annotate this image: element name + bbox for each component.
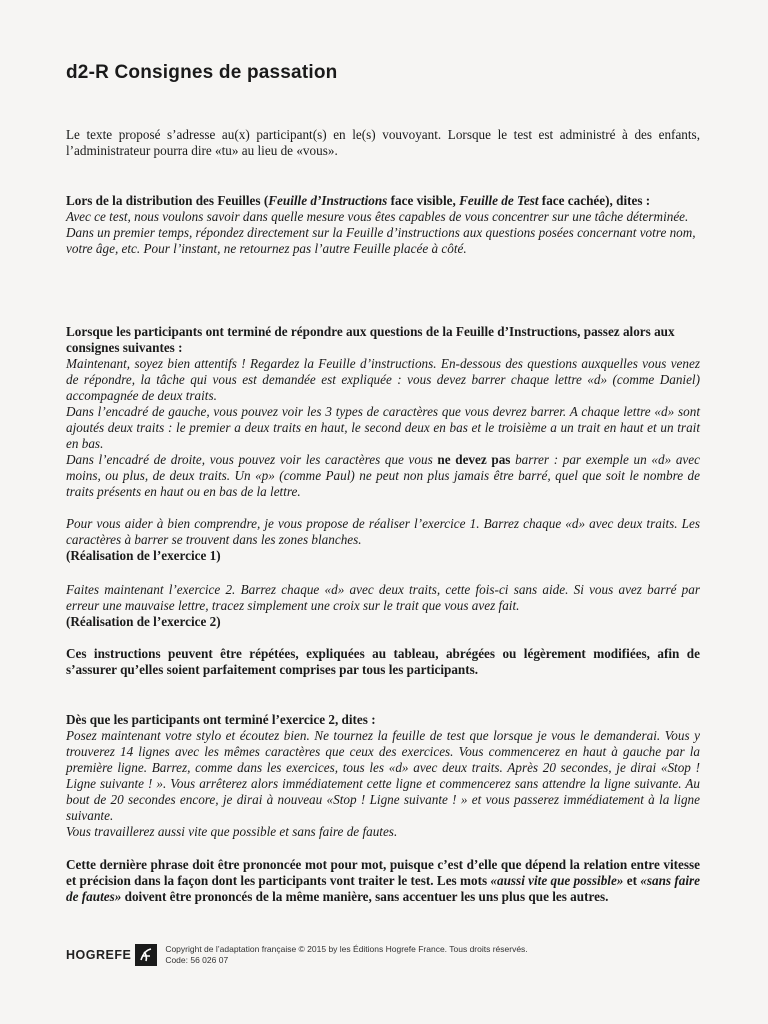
test-section xyxy=(66,712,700,840)
emphasis-text: «aussi vite que possible» xyxy=(490,873,624,888)
copyright-text: Copyright de l’adaptation française © 2015 by les Éditions Hogrefe France. Tous droits réservés. xyxy=(165,944,528,954)
exercise2-section xyxy=(66,582,700,630)
copyright-block xyxy=(165,944,527,966)
instruction-paragraph: Dans l’encadré de gauche, vous pouvez voir les 3 types de caractères que vous devrez barrer. A chaque lettre «d» sont ajoutés deux traits : le premier a deux traits en haut, le second deux en bas et le troisième a un trait en haut et un trait en bas. xyxy=(66,404,700,451)
instruction-paragraph: Vous travaillerez aussi vite que possible et sans faire de fautes. xyxy=(66,824,398,839)
exercise2-label: (Réalisation de l’exercice 2) xyxy=(66,614,221,629)
product-code: Code: 56 026 07 xyxy=(165,955,229,965)
exercise1-text: Pour vous aider à bien comprendre, je vous propose de réaliser l’exercice 1. Barrez chaque «d» avec deux traits. Les caractères à barrer se trouvent dans les zones blanches. xyxy=(66,516,700,547)
instruction-paragraph: Posez maintenant votre stylo et écoutez bien. Ne tournez la feuille de test que lorsque je vous le demanderai. Vous y trouverez 14 lignes avec les mêmes caractères que ceux des exercices. Vous commencerez en haut à gauche par la première ligne. Barrez, comme dans les exercices, tous les «d» avec deux traits. Après 20 secondes, je dirai «Stop ! Ligne suivante ! ». Vous arrêterez alors immédiatement cette ligne et commencerez sans attendre la ligne suivante. Au bout de 20 secondes encore, je dirai à nouveau «Stop ! Ligne suivante ! » et vous passerez immédiatement à la ligne suivante. xyxy=(66,728,700,823)
text-part: Dans l’encadré de droite, vous pouvez voir les caractères que vous xyxy=(66,452,438,467)
heading-italic: Feuille d’Instructions xyxy=(268,193,388,208)
text-part: Cette dernière phrase doit être prononcée mot pour mot, puisque c’est d’elle que dépend la relation entre vitesse et précision dans la façon dont les participants vont traiter le test. Les mots xyxy=(66,857,700,888)
test-heading: Dès que les participants ont terminé l’exercice 2, dites : xyxy=(66,712,376,727)
emphasis-text: «sans faire de fautes» xyxy=(66,873,700,904)
publisher-logo-text: HOGREFE xyxy=(66,948,132,962)
instruction-paragraph: Dans un premier temps, répondez directement sur la Feuille d’instructions aux questions posées concernant votre nom, votre âge, etc. Pour l’instant, ne retournez pas l’autre Feuille placée à côté. xyxy=(66,225,696,256)
closing-section xyxy=(66,857,700,905)
closing-paragraph xyxy=(66,857,700,905)
text-part: barrer : par exemple un «d» avec moins, ou plus, de deux traits. Un «p» (comme Paul) ne peut non plus jamais être barré, quel que soit le nombre de traits présents en haut ou en bas de la lettre. xyxy=(66,452,700,499)
page-footer xyxy=(66,944,528,966)
distribution-section xyxy=(66,193,700,257)
page-title: d2-R Consignes de passation xyxy=(66,62,338,83)
instructions-heading: Lorsque les participants ont terminé de répondre aux questions de la Feuille d’Instructions, passez alors aux consignes suivantes : xyxy=(66,324,675,355)
exercise1-section xyxy=(66,516,700,564)
heading-part: Lors de la distribution des Feuilles ( xyxy=(66,193,269,208)
distribution-heading xyxy=(66,193,700,209)
hogrefe-logo-icon xyxy=(135,944,157,966)
emphasis-text: ne devez pas xyxy=(437,452,511,467)
instructions-section xyxy=(66,324,700,500)
heading-part: face visible, xyxy=(387,193,460,208)
instruction-paragraph: Avec ce test, nous voulons savoir dans quelle mesure vous êtes capables de vous concentrer sur une tâche déterminée. xyxy=(66,209,689,224)
intro-paragraph: Le texte proposé s’adresse au(x) participant(s) en le(s) vouvoyant. Lorsque le test est administré à des enfants, l’administrateur pourra dire «tu» au lieu de «vous». xyxy=(66,127,700,158)
exercise2-text: Faites maintenant l’exercice 2. Barrez chaque «d» avec deux traits, cette fois-ci sans aide. Si vous avez barré par erreur une mauvaise lettre, tracez simplement une croix sur le trait que vous avez fait. xyxy=(66,582,700,613)
note-section xyxy=(66,646,700,678)
instruction-paragraph xyxy=(66,452,700,500)
text-part: et xyxy=(623,873,641,888)
heading-italic: Feuille de Test xyxy=(459,193,539,208)
logo-glyph xyxy=(137,946,155,964)
intro-block xyxy=(66,127,700,159)
text-part: doivent être prononcés de la même manière, sans accentuer les uns plus que les autres. xyxy=(121,889,609,904)
note-paragraph: Ces instructions peuvent être répétées, expliquées au tableau, abrégées ou légèrement modifiées, afin de s’assurer qu’elles soient parfaitement comprises par tous les participants. xyxy=(66,646,700,677)
exercise1-label: (Réalisation de l’exercice 1) xyxy=(66,548,221,563)
heading-part: face cachée), dites : xyxy=(538,193,651,208)
instruction-paragraph: Maintenant, soyez bien attentifs ! Regardez la Feuille d’instructions. En-dessous des questions auxquelles vous venez de répondre, la tâche qui vous est demandée est expliquée : vous devez barrer chaque lettre «d» (comme Daniel) accompagnée de deux traits. xyxy=(66,356,700,403)
